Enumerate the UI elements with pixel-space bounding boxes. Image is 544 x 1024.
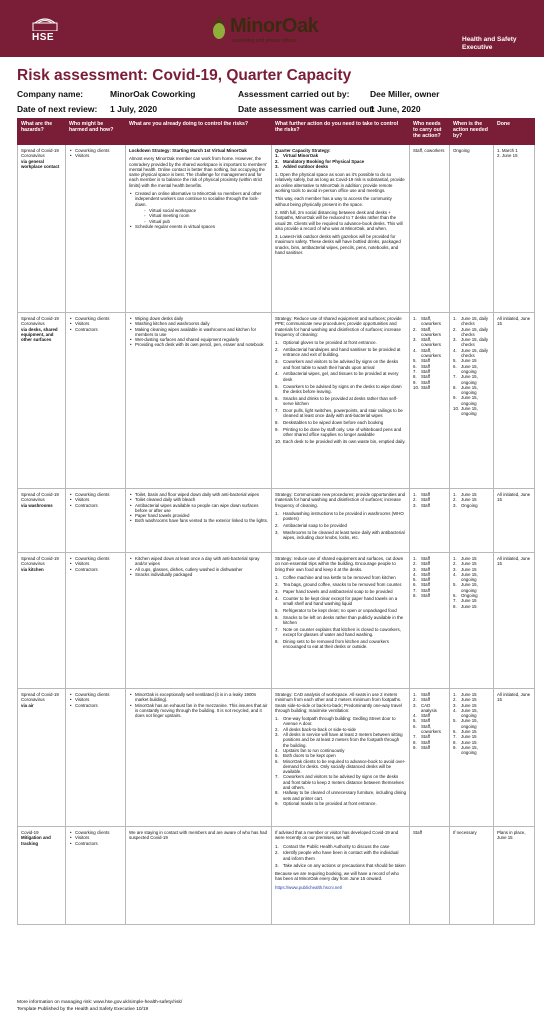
list-item: • Visitors [69,497,122,502]
list-item: Dining sets to be removed from kitchen and coworkers encouraged to eat at their desks or outside. [283,639,389,650]
who-action-cell: 1. Staff 2. Staff 3. Staff 4. Staff 5. Staff 6. Staff 7. Staff 8. Staff [410,553,450,689]
list-item: • Washing kitchen and washrooms daily [129,321,268,326]
who-cell [66,827,126,925]
list-item: • Contractors [69,327,122,332]
list-item: June 15 [461,734,477,740]
list-item: • Contractors [69,567,122,572]
further-paragraph: This way, each member has a way to access the community without being physically present in the space. [275,196,392,207]
hazard-route: via kitchen [21,566,44,572]
list-item: Contact the Public Health Authority to discuss the case [283,843,390,849]
list-item: Upstairs fan to run continuously [283,747,345,753]
list-item: Door pulls, light switches, powerpoints, and stair railings to be cleaned at least once daily with anti-bacterial wipes [283,408,403,419]
list-item: Staff [421,358,430,364]
further-action-cell: Quarter Capacity Strategy: 1. Virtual MinorOak 2. Mandatory Booking for Physical Space 3. Added outdoor desks 1. Open the physical space as soon as it's possible to do so relatively safely, but as long as Covid-19 risk is substantial, provide an online alternative to MinorOak in addition; provide remote working tools to avoid in-person office use and meetings. This way, each member has a way to access the community without being physically present in the space. 2. With full, 2m social distancing between desk and desks + footpaths, MinorOak will be reduced to 7 desks rather than the usual 28. Clients will be required to advance-book desks. This will also provide a record of who was at MinorOak, and when. 3. Lowest-risk outdoor desks with gazebos will be provided for maximum safety. These desks will have bottled drinks, packaged snacks, bins, antibacterial wipes, pencils, pens, notebooks, and hand sanitiser. [272,145,410,313]
list-item: Ongoing [461,502,478,508]
company-value: MinorOak Coworking [110,89,196,99]
list-item: • Visitors [69,697,122,702]
hazard-route: via air [21,702,34,708]
further-action-cell: If advised that a member or visitor has developed Covid-19 and were recently on our premises, we will: 1. Contact the Public Health Authority to discuss the case 2. Identify people who have been in contact with the individual and inform them 3. Take advice on any actions or precautions that should be taken Because we are requiring booking, we will have a record of who has been at MinorOak every day from June 15 onward. https://www.publichealth.hscni.net/ [272,827,410,925]
controls-cell [126,489,272,553]
list-item: June 15, daily checks [461,347,489,359]
done-cell [494,145,535,313]
hse-logo [32,17,60,43]
hazard-route: via general workplace contact [21,158,60,169]
list-item: Staff, coworkers [421,326,442,337]
hazard-text: Spread of Covid-19 Coronavirus [21,492,59,503]
list-item: Both doors to be kept open [283,753,336,759]
further-paragraph: Strategy: reduce use of shared equipment and surfaces, cut down on non-essential trips within the building. Encourage people to bring their own food and keep it at the desks. [275,556,404,572]
list-item: June 15, daily checks [461,316,489,327]
further-action-cell: Strategy: CAD analysis of workspace. All seats in use 2 meters minimum from each other and 2 meters minimum from footpaths. Seats side-to-side or back-to-back; Predominantly one-way travel through building; maximise ventilation: 1. One-way footpath through building: Gedling Street door to Avenue A door. 2. All desks back-to-back or side-to-side 3. All desks in service will have at least 2 meters between sitting positions and be at least 2 meters from the footpath through the building. 4. Upstairs fan to run continuously 5. Both doors to be kept open 6. MinorOak clients to be required to advance-book to avoid over-demand for desks. Only socially distanced desks will be available. 7. Coworkers and visitors to be advised by signs on the desks and front table to keep 2 meters distance between themselves and others. 8. Hallway to be cleared of unnecessary furniture, including dining sets and printer cart. 9. Optional masks to be provided at front entrance. [272,689,410,827]
controls-cell [126,689,272,827]
hazard-route: via desks, shared equipment, and other surfaces [21,326,58,343]
done-cell: All initiated, June 15 [494,689,535,827]
further-paragraph: 1. Open the physical space as soon as it's possible to do so relatively safely, but as long as Covid-19 risk is substantial, provide an online alternative to MinorOak in addition; provide remote working tools to avoid in-person office use and meetings. [275,172,405,194]
table-row [18,689,535,827]
who-cell [66,689,126,827]
done-item: 1. March 1 [497,148,518,153]
list-item: Antibacterial handwipes and hand sanitiser to be provided at entrance and exit of building. [283,347,401,358]
list-item: Staff [421,577,430,583]
done-cell: All initiated, June 15 [494,489,535,553]
list-item: Hallway to be cleared of unnecessary furniture, including dining sets and printer cart. [283,790,407,801]
header-who-action: Who needs to carry out the action? [410,119,450,145]
list-item: ◦ Virtual social workspace [143,208,268,213]
when-cell: If necessary [450,827,494,925]
list-item: June 15 [461,603,477,609]
hazard-text: Covid-19 [21,830,39,835]
list-item: June 15, ongoing [461,718,478,729]
done-cell: All initiated, June 15 [494,313,535,489]
list-item: June 15 [461,702,477,708]
list-item: June 15, ongoing [461,707,478,719]
list-item: Staff [421,566,430,572]
list-item: Tea bags, ground coffee, snacks to be removed from counter. [283,581,403,587]
risk-table [17,118,535,925]
who-action-cell: Staff [410,827,450,925]
list-item: June 15 [461,561,477,567]
further-action-cell: Strategy: reduce use of shared equipment and surfaces, cut down on non-essential trips within the building. Encourage people to bring their own food and keep it at the desks. 1. Coffee machine and tea kettle to be removed from kitchen 2. Tea bags, ground coffee, snacks to be removed from counter. 3. Paper hand towels and antibacterial soap to be provided 4. Counter to be kept clear except for paper hand towels on a small shelf and hand washing liquid 5. Refrigerator to be kept clean; no open or unpackaged food 6. Snacks to be left on desks rather than publicly available in the kitchen 7. Note on counter explains that kitchen is closed to coworkers, except for glasses of water and hand washing. 8. Dining sets to be removed from kitchen and coworkers encouraged to eat at their desks or outside. [272,553,410,689]
hazard-cell [18,489,66,553]
header-current-controls: What are you already doing to control the risks? [126,119,272,145]
list-item: Paper hand towels and antibacterial soap to be provided [283,588,393,594]
list-item: Staff [421,734,430,740]
list-item: June 15, ongoing [461,395,478,406]
table-row [18,489,535,553]
hazard-cell [18,313,66,489]
done-cell: Plans in place, June 15 [494,827,535,925]
who-action-cell: Staff, coworkers [410,145,450,313]
list-item: CAD analysis [421,702,437,713]
table-row [18,827,535,925]
list-item: Staff [421,697,430,703]
list-item: Each desk to be provided with its own waste bin, emptied daily. [283,439,406,445]
list-item: Snacks and drinks to be provided at desks rather than self-serve kitchen [283,395,398,407]
who-action-cell: 1. Staff 2. Staff 3. Staff [410,489,450,553]
list-item: June 15 [461,358,477,364]
header-banner [0,0,544,57]
list-item: Staff [421,692,430,697]
list-item: • Toilet, basin and floor wiped down daily with anti-bacterial wipes [129,492,268,497]
list-item: Antibacterial wipes, gel, and tissues to be provided at every desk [283,371,399,382]
header-further-action: What further action do you need to take to control the risks? [272,119,410,145]
who-cell [66,145,126,313]
hse-logo-mark-icon [32,17,58,31]
list-item: All desks back-to-back or side-to-side [283,726,356,732]
further-paragraph: 3. Lowest-risk outdoor desks with gazebos will be provided for maximum safety. These desks will have bottled drinks, packaged snacks, bins, antibacterial wipes, pencils, pens, notebooks, and hand sanitiser. [275,234,401,256]
further-heading: Quarter Capacity Strategy: [275,148,331,153]
list-item: June 15 [461,598,477,604]
list-item: Staff [421,593,430,599]
controls-cell [126,827,272,925]
list-item: • Contractors [69,703,122,708]
list-item: • Contractors [69,503,122,508]
controls-cell [126,553,272,689]
further-paragraph: Because we are requiring booking, we will have a record of who has been at MinorOak every day from June 15 onward. [275,870,399,882]
table-row [18,313,535,489]
hse-executive-line2: Executive [462,44,493,51]
list-item: Staff, coworkers [421,316,442,327]
next-review-label: Date of next review: [17,104,98,114]
list-item: Ongoing [461,593,478,599]
hazard-text: Spread of Covid-19 Coronavirus [21,556,59,567]
list-item: June 15, ongoing [461,406,478,417]
next-review-value: 1 July, 2020 [110,104,158,114]
list-item: Staff [421,502,430,508]
list-item: Identify people who have been in contact with the individual and inform them [283,850,399,861]
further-paragraph: Strategy: Communicate new procedures; provide opportunities and materials for hand washing and disinfection of surfaces; increase frequency of cleaning. [275,492,406,508]
who-action-cell: 1. Staff 2. Staff 3. CAD analysis 4. Staff 5. Staff 6. Staff, coworkers 7. Staff 8. Staff 9. Staff [410,689,450,827]
list-item: June 15, daily checks [461,337,489,348]
header-done: Done [494,119,535,145]
list-item: • Coworking clients [69,692,122,697]
list-item: Deskstables to be wiped down before each booking [283,420,384,426]
public-health-link[interactable]: https://www.publichealth.hscni.net/ [275,884,343,890]
list-item: All desks in service will have at least 2 meters between sitting positions and be at least 2 meters from the footpath through the building. [283,732,403,748]
list-item: • Paper hand towels provided [129,513,268,518]
controls-cell [126,145,272,313]
list-item: ◦ Virtual meeting room [143,213,268,218]
list-item: Refrigerator to be kept clean; no open or unpackaged food [283,607,397,613]
list-item: Antibacterial soap to be provided [283,523,347,529]
list-item: June 15 [461,497,477,503]
list-item: Staff [421,739,430,745]
further-paragraph: Strategy: CAD analysis of workspace. All seats in use 2 meters minimum from each other and 2 meters minimum from footpaths. Seats side-to-side or back-to-back; Predominantly one-way travel through building; maximise ventilation: [275,692,402,713]
list-item: • Created an online alternative to MinorOak so members and other independent workers can continue to socialise through the lock-down. [129,191,268,207]
when-cell: 1. June 15 2. June 15 3. June 15 4. June 15, ongoing 5. June 15, ongoing 6. June 15 7. June 15 8. June 15 9. June 15, ongoing [450,689,494,827]
list-item: Optional gloves to be provided at front entrance. [283,340,377,346]
list-item: Mandatory Booking for Physical Space [283,158,365,164]
list-item: MinorOak clients to be required to advance-book to avoid over-demand for desks. Only socially distanced desks will be available. [283,758,406,775]
hazard-route: Mitigation and tracking [21,835,51,846]
list-item: Staff [421,363,430,369]
company-label: Company name: [17,89,84,99]
list-item: • Antibacterial wipes available so people can wipe down surfaces before or after use [129,503,268,514]
when-cell: 1. June 15, daily checks 2. June 15, daily checks 3. June 15, daily checks 4. June 15, daily checks 5. June 15 6. June 15, ongoing 7. June 15, ongoing 8. June 15, ongoing 9. June 15, ongoing 10. June 15, ongoing [450,313,494,489]
list-item: June 15, ongoing [461,363,478,374]
list-item: Coworkers and visitors to be advised by signs on the desks and front table to keep 2 meters distance between themselves and others. [283,774,404,791]
assessor-label: Assessment carried out by: [238,89,350,99]
list-item: • Visitors [69,561,122,566]
list-item: June 15, ongoing [461,744,478,756]
list-item: • Toilet cleaned daily with bleach [129,497,268,502]
list-item: • Coworking clients [69,148,122,153]
list-item: June 15, ongoing [461,374,478,385]
list-item: June 15 [461,556,477,561]
list-item: June 15, ongoing [461,571,478,583]
list-item: June 15, ongoing [461,582,478,593]
who-action-cell: 1. Staff, coworkers 2. Staff, coworkers 3. Staff, coworkers 4. Staff, coworkers 5. Staff 6. Staff 7. Staff 8. Staff 9. Staff 10. Staff [410,313,450,489]
list-item: Coworkers to be advised by signs on the desks to wipe down the desks before leaving. [283,383,402,394]
list-item: June 15 [461,697,477,703]
hazard-cell [18,827,66,925]
list-item: Staff, coworkers [421,347,442,359]
hazard-cell [18,689,66,827]
list-item: • Visitors [69,153,122,158]
control-heading: Lockdown Strategy: Starting March 1st Virtual MinorOak [129,148,247,153]
list-item: Note on counter explains that kitchen is closed to coworkers, except for glasses of water and hand washing. [283,626,401,638]
list-item: • Visitors [69,835,122,840]
list-item: June 15, daily checks [461,326,489,337]
carried-out-value: 1 June, 2020 [370,104,421,114]
list-item: Staff [421,368,430,374]
table-row [18,553,535,689]
list-item: Staff [421,718,430,724]
list-item: Staff [421,582,430,588]
brand-tagline: coworking and private offices [232,38,297,44]
who-cell [66,553,126,689]
list-item: • Kitchen wiped down at least once a day with anti-bacterial spray and/or wipes [129,556,268,567]
control-paragraph: Almost every MinorOak member can work from home. However, the comradery provided by the shared workspace is important to members' mental health. Online contact is better than nothing, but occupying the same physical space is best. The challenge for management and for each member is to balance the risk of physical proximity (within strict limits) with the mental health benefits. [129,156,267,188]
acorn-icon [210,15,228,41]
page-title: Risk assessment: Covid-19, Quarter Capacity [17,67,352,84]
list-item: June 15 [461,566,477,572]
list-item: One-way footpath through building: Gedling Street door to Avenue A door. [283,716,396,727]
list-item: • Schedule regular events in virtual spaces [129,224,268,229]
when-cell: 1. June 15 2. June 15 3. Ongoing [450,489,494,553]
table-row [18,145,535,313]
list-item: • Both washrooms have fans vented to the exterior linked to the lights. [129,518,268,523]
list-item: Handwashing instructions to be provided in washrooms (WHO posters) [283,510,404,522]
list-item: • Contractors [69,841,122,846]
list-item: • Wiping down desks daily [129,316,268,321]
list-item: Staff [421,587,430,593]
list-item: June 15 [461,692,477,697]
brand-name: MinorOak [230,15,319,37]
list-item: Staff [421,561,430,567]
footer-info-line: More information on managing risk: www.hse.gov.uk/simple-health-safety/risk/ [17,1000,183,1005]
list-item: • All cups, glasses, dishes, cutlery washed in dishwasher [129,567,268,572]
hazard-text: Spread of Covid-19 Coronavirus [21,692,59,703]
when-cell: Ongoing [450,145,494,313]
list-item: Staff [421,571,430,577]
list-item: • Coworking clients [69,492,122,497]
hse-executive-label [462,36,532,52]
minoroak-logo [210,13,320,45]
who-cell [66,489,126,553]
list-item: Staff [421,497,430,503]
who-cell [66,313,126,489]
further-paragraph: If advised that a member or visitor has developed Covid-19 and were recently on our premises, we will: [275,830,399,841]
further-paragraph: 2. With full, 2m social distancing between desk and desks + footpaths, MinorOak will be reduced to 7 desks rather than the usual 28. Clients will be required to advance-book desks. This will also provide a record of who was at MinorOak, and when. [275,209,403,231]
list-item: June 15 [461,729,477,735]
list-item: Staff [421,492,430,497]
list-item: June 15, ongoing [461,384,478,396]
hazard-route: via washrooms [21,502,53,508]
list-item: Optional masks to be provided at front entrance. [283,800,377,806]
list-item: Staff [421,744,430,750]
list-item: Coffee machine and tea kettle to be removed from kitchen [283,574,396,580]
list-item: Staff [421,379,430,385]
further-paragraph: Strategy: Reduce use of shared equipment and surfaces; provide PPE; communicate new procedures; provide opportunities and materials for hand washing and disinfection of surfaces; increase frequency of cleaning: [275,316,402,337]
when-cell: 1. June 15 2. June 15 3. June 15 4. June 15, ongoing 5. June 15, ongoing 6. Ongoing 7. June 15 8. June 15 [450,553,494,689]
list-item: • Wet-dusting surfaces and shared equipment regularly [129,337,268,342]
list-item: Staff [421,713,430,719]
list-item: Printing to be done by staff only. Use of whiteboard pens and other shared office supplies no longer available [283,427,402,438]
list-item: June 15 [461,492,477,497]
list-item: • Visitors [69,321,122,326]
list-item: • Coworking clients [69,316,122,321]
hse-executive-line1: Health and Safety [462,36,517,43]
hazard-cell [18,145,66,313]
list-item: Counter to be kept clear except for paper hand towels on a small shelf and hand washing liquid [283,595,398,606]
further-action-cell: Strategy: Communicate new procedures; provide opportunities and materials for hand washing and disinfection of surfaces; increase frequency of cleaning. 1. Handwashing instructions to be provided in washrooms (WHO posters) 2. Antibacterial soap to be provided 3. Washrooms to be cleaned at least twice daily with antibacterial wipes, including door knobs, locks, etc. [272,489,410,553]
list-item: • Coworking clients [69,830,122,835]
header-when: When is the action needed by? [450,119,494,145]
list-item: • Coworking clients [69,556,122,561]
list-item: Take advice on any actions or precautions that should be taken [283,862,406,868]
list-item: Snacks to be left on desks rather than publicly available in the kitchen [283,614,404,625]
list-item: Staff [421,556,430,561]
controls-cell [126,313,272,489]
control-paragraph: We are staying in contact with members and are aware of who has had suspected Covid-19 [129,830,268,841]
hazard-text: Spread of Covid-19 Coronavirus [21,316,59,327]
table-header-row [18,119,535,145]
assessor-value: Dee Miller, owner [370,89,440,99]
done-cell: All initiated, June 15 [494,553,535,689]
hazard-text: Spread of Covid-19 Coronavirus [21,148,59,159]
list-item: Washrooms to be cleaned at least twice daily with antibacterial wipes, including door knobs, locks, etc. [283,529,405,541]
list-item: Coworkers and visitors to be advised by signs on the desks and front table to wash their hands upon arrival [283,359,399,370]
list-item: Added outdoor desks [283,163,329,169]
list-item: • MinorOak is exceptionally well ventilated (it is in a leaky 1900s market building). [129,692,268,703]
list-item: Staff, coworkers [421,723,442,735]
list-item: Staff [421,384,430,390]
further-action-cell: Strategy: Reduce use of shared equipment and surfaces; provide PPE; communicate new procedures; provide opportunities and materials for hand washing and disinfection of surfaces; increase frequency of cleaning: 1. Optional gloves to be provided at front entrance. 2. Antibacterial handwipes and hand sanitiser to be provided at entrance and exit of building. 3. Coworkers and visitors to be advised by signs on the desks and front table to wash their hands upon arrival 4. Antibacterial wipes, gel, and tissues to be provided at every desk 5. Coworkers to be advised by signs on the desks to wipe down the desks before leaving. 6. Snacks and drinks to be provided at desks rather than self-serve kitchen 7. Door pulls, light switches, powerpoints, and stair railings to be cleaned at least once daily with anti-bacterial wipes 8. Deskstables to be wiped down before each booking 9. Printing to be done by staff only. Use of whiteboard pens and other shared office supplies no longer available 10. Each desk to be provided with its own waste bin, emptied daily. [272,313,410,489]
footer-template-line: Template Published by the Health and Safety Executive 10/19 [17,1007,149,1012]
carried-out-label: Date assessment was carried out: [238,104,376,114]
list-item: Virtual MinorOak [283,153,319,159]
list-item: • Making cleaning wipes available in washrooms and kitchen for members to use [129,327,268,338]
header-hazards: What are the hazards? [18,119,66,145]
hazard-cell [18,553,66,689]
list-item: • Providing each desk with its own pencil, pen, eraser and notebook [129,342,268,347]
done-item: 2. June 15 [497,153,518,159]
list-item: Staff, coworkers [421,337,442,348]
list-item: • MinorOak has an exhaust fan in the mezzanine. This insures that air is constantly moving through the building. It is not recycled, and it does not linger upstairs. [129,703,268,719]
header-who-harmed: Who might be harmed and how? [66,119,126,145]
list-item: • Snacks individually packaged [129,572,268,577]
list-item: June 15 [461,739,477,745]
hse-logo-text: HSE [32,32,55,43]
list-item: ◦ Virtual pub [143,219,268,224]
list-item: Staff [421,374,430,380]
